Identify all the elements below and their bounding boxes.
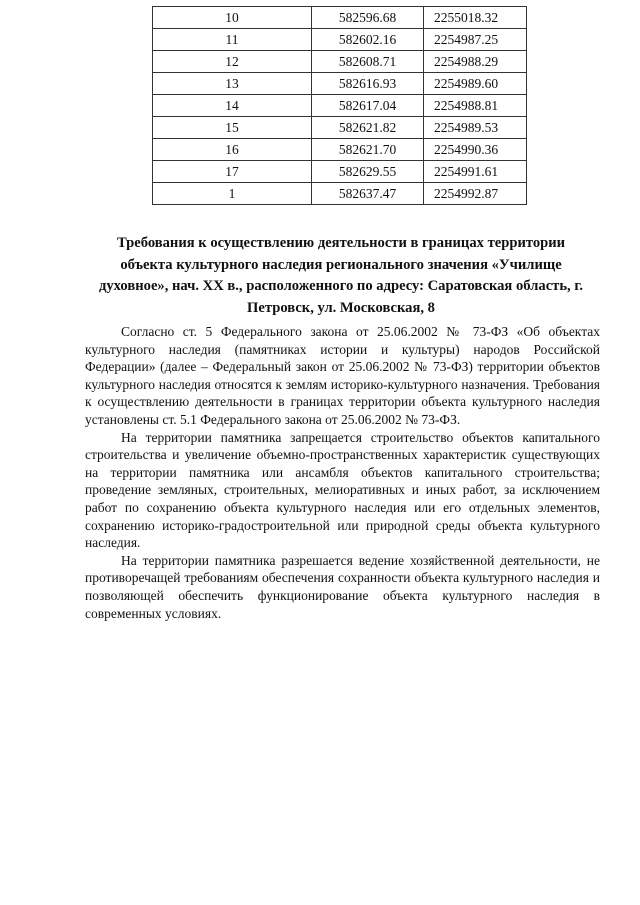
point-number: 16 bbox=[153, 139, 312, 161]
coord-x: 582617.04 bbox=[312, 95, 424, 117]
coord-x: 582602.16 bbox=[312, 29, 424, 51]
coordinates-table bbox=[152, 6, 527, 205]
coord-y: 2254989.60 bbox=[424, 73, 527, 95]
point-number: 13 bbox=[153, 73, 312, 95]
coord-y: 2254988.29 bbox=[424, 51, 527, 73]
paragraph: На территории памятника разрешается ведение хозяйственной деятельности, не противоречащей требованиям обеспечения сохранности объекта культурного наследия и позволяющей обеспечить функционирование объекта культурного наследия в современных условиях. bbox=[85, 552, 600, 621]
coord-y: 2254989.53 bbox=[424, 117, 527, 139]
paragraph: На территории памятника запрещается строительство объектов капитального строительства и увеличение объемно-пространственных характеристик существующих на территории памятника или ансамбля объектов капитального строительства; проведение земляных, строительных, мелиоративных и иных работ, за исключением работ по сохранению объекта культурного наследия или его отдельных элементов, сохранению историко-градостроительной или природной среды объекта культурного наследия. bbox=[85, 429, 600, 551]
table-row bbox=[153, 95, 527, 117]
coord-y: 2254990.36 bbox=[424, 139, 527, 161]
coord-x: 582616.93 bbox=[312, 73, 424, 95]
coord-y: 2254992.87 bbox=[424, 183, 527, 205]
table-row bbox=[153, 51, 527, 73]
coord-x: 582596.68 bbox=[312, 7, 424, 29]
table-row bbox=[153, 73, 527, 95]
coord-y: 2254987.25 bbox=[424, 29, 527, 51]
coord-x: 582608.71 bbox=[312, 51, 424, 73]
point-number: 12 bbox=[153, 51, 312, 73]
table-row bbox=[153, 139, 527, 161]
table-row bbox=[153, 161, 527, 183]
coord-y: 2254991.61 bbox=[424, 161, 527, 183]
point-number: 11 bbox=[153, 29, 312, 51]
section-heading: Требования к осуществлению деятельности в границах территории объекта культурного наследия регионального значения «Училище духовное», нач. XX в., расположенного по адресу: Саратовская область, г. Петровск, ул. Московская, 8 bbox=[99, 235, 583, 316]
paragraph: Согласно ст. 5 Федерального закона от 25.06.2002 № 73-ФЗ «Об объектах культурного наследия (памятниках истории и культуры) народов Российской Федерации» (далее – Федеральный закон от 25.06.2002 № 73-ФЗ) территории объектов культурного наследия относятся к землям историко-культурного назначения. Требования к осуществлению деятельности в границах территории объекта культурного наследия установлены ст. 5.1 Федерального закона от 25.06.2002 № 73-ФЗ. bbox=[85, 324, 600, 427]
table-row bbox=[153, 183, 527, 205]
table-row bbox=[153, 29, 527, 51]
coord-y: 2254988.81 bbox=[424, 95, 527, 117]
coord-x: 582629.55 bbox=[312, 161, 424, 183]
point-number: 17 bbox=[153, 161, 312, 183]
coord-x: 582621.82 bbox=[312, 117, 424, 139]
point-number: 1 bbox=[153, 183, 312, 205]
coord-x: 582621.70 bbox=[312, 139, 424, 161]
point-number: 10 bbox=[153, 7, 312, 29]
table-row bbox=[153, 7, 527, 29]
table-row bbox=[153, 117, 527, 139]
coord-x: 582637.47 bbox=[312, 183, 424, 205]
document-body bbox=[85, 323, 600, 622]
point-number: 14 bbox=[153, 95, 312, 117]
point-number: 15 bbox=[153, 117, 312, 139]
coord-y: 2255018.32 bbox=[424, 7, 527, 29]
